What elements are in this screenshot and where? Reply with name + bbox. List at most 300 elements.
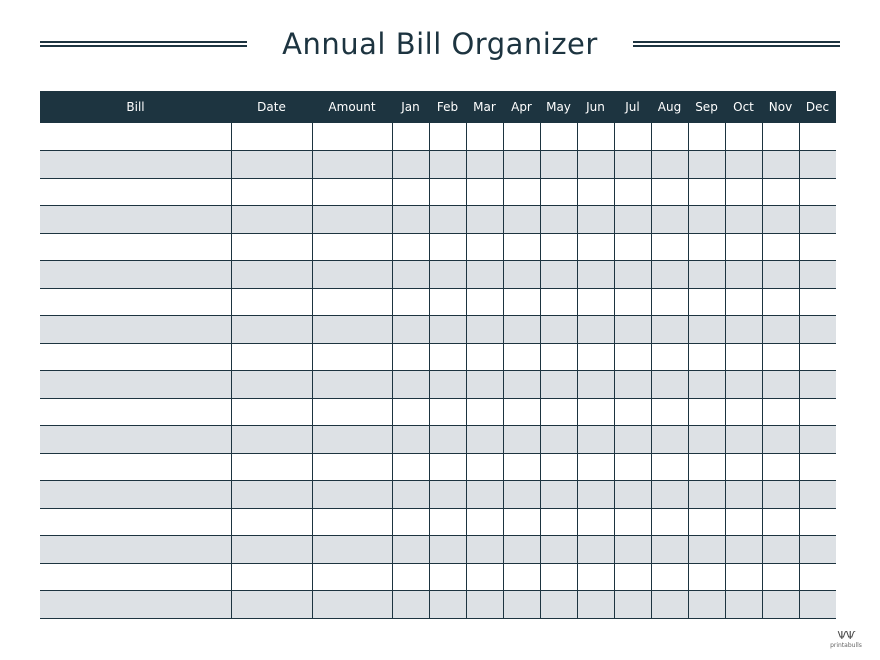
table-cell[interactable] (762, 398, 799, 426)
table-cell[interactable] (392, 178, 429, 206)
table-cell[interactable] (577, 426, 614, 454)
table-cell[interactable] (799, 481, 836, 509)
table-cell[interactable] (762, 123, 799, 151)
table-cell[interactable] (651, 398, 688, 426)
table-cell[interactable] (429, 508, 466, 536)
table-cell[interactable] (503, 151, 540, 179)
table-cell[interactable] (577, 123, 614, 151)
column-header-jan: Jan (392, 91, 429, 123)
table-cell[interactable] (231, 233, 312, 261)
table-cell[interactable] (40, 233, 231, 261)
table-cell[interactable] (614, 398, 651, 426)
column-header-oct: Oct (725, 91, 762, 123)
table-cell[interactable] (762, 563, 799, 591)
table-cell[interactable] (577, 316, 614, 344)
table-cell[interactable] (466, 261, 503, 289)
table-cell[interactable] (40, 426, 231, 454)
table-cell[interactable] (312, 178, 392, 206)
table-cell[interactable] (799, 261, 836, 289)
table-cell[interactable] (577, 233, 614, 261)
table-cell[interactable] (577, 288, 614, 316)
table-cell[interactable] (762, 288, 799, 316)
table-cell[interactable] (466, 426, 503, 454)
table-cell[interactable] (540, 316, 577, 344)
table-cell[interactable] (725, 151, 762, 179)
table-cell[interactable] (688, 151, 725, 179)
table-cell[interactable] (651, 371, 688, 399)
table-cell[interactable] (231, 563, 312, 591)
table-cell[interactable] (688, 288, 725, 316)
table-cell[interactable] (540, 563, 577, 591)
table-row (40, 261, 836, 289)
table-cell[interactable] (651, 563, 688, 591)
table-cell[interactable] (725, 316, 762, 344)
table-cell[interactable] (312, 508, 392, 536)
table-cell[interactable] (392, 233, 429, 261)
table-cell[interactable] (688, 261, 725, 289)
table-cell[interactable] (466, 453, 503, 481)
table-cell[interactable] (466, 563, 503, 591)
table-cell[interactable] (688, 591, 725, 619)
table-cell[interactable] (688, 206, 725, 234)
column-header-date: Date (231, 91, 312, 123)
table-cell[interactable] (429, 591, 466, 619)
table-cell[interactable] (688, 233, 725, 261)
table-cell[interactable] (651, 536, 688, 564)
table-cell[interactable] (231, 178, 312, 206)
table-cell[interactable] (231, 206, 312, 234)
table-cell[interactable] (231, 591, 312, 619)
table-cell[interactable] (503, 508, 540, 536)
table-cell[interactable] (725, 261, 762, 289)
table-cell[interactable] (762, 233, 799, 261)
table-cell[interactable] (429, 343, 466, 371)
table-row (40, 343, 836, 371)
column-header-bill: Bill (40, 91, 231, 123)
table-cell[interactable] (231, 508, 312, 536)
table-cell[interactable] (577, 371, 614, 399)
table-row (40, 508, 836, 536)
table-cell[interactable] (762, 536, 799, 564)
table-cell[interactable] (540, 481, 577, 509)
table-cell[interactable] (392, 343, 429, 371)
table-cell[interactable] (392, 453, 429, 481)
table-cell[interactable] (429, 398, 466, 426)
table-cell[interactable] (799, 536, 836, 564)
table-cell[interactable] (312, 261, 392, 289)
table-row (40, 536, 836, 564)
table-cell[interactable] (577, 508, 614, 536)
table-cell[interactable] (503, 178, 540, 206)
table-cell[interactable] (577, 453, 614, 481)
table-cell[interactable] (799, 343, 836, 371)
table-cell[interactable] (392, 591, 429, 619)
table-cell[interactable] (762, 481, 799, 509)
table-cell[interactable] (688, 508, 725, 536)
table-cell[interactable] (651, 288, 688, 316)
table-cell[interactable] (614, 343, 651, 371)
table-cell[interactable] (577, 481, 614, 509)
table-cell[interactable] (577, 343, 614, 371)
table-cell[interactable] (429, 233, 466, 261)
table-cell[interactable] (540, 591, 577, 619)
table-cell[interactable] (725, 481, 762, 509)
table-cell[interactable] (429, 316, 466, 344)
table-cell[interactable] (651, 206, 688, 234)
table-cell[interactable] (40, 316, 231, 344)
table-cell[interactable] (231, 426, 312, 454)
table-cell[interactable] (392, 508, 429, 536)
table-cell[interactable] (799, 206, 836, 234)
table-cell[interactable] (429, 371, 466, 399)
table-cell[interactable] (503, 233, 540, 261)
table-cell[interactable] (799, 151, 836, 179)
column-header-sep: Sep (688, 91, 725, 123)
table-row (40, 426, 836, 454)
table-cell[interactable] (614, 151, 651, 179)
table-cell[interactable] (40, 453, 231, 481)
table-cell[interactable] (40, 508, 231, 536)
brand-mark-icon: ѰѰ (837, 629, 855, 642)
table-cell[interactable] (651, 261, 688, 289)
table-cell[interactable] (231, 371, 312, 399)
brand-text: printabulls (830, 642, 862, 649)
table-cell[interactable] (312, 233, 392, 261)
table-cell[interactable] (725, 426, 762, 454)
table-cell[interactable] (799, 316, 836, 344)
table-cell[interactable] (312, 453, 392, 481)
table-cell[interactable] (429, 563, 466, 591)
table-cell[interactable] (540, 371, 577, 399)
table-cell[interactable] (688, 178, 725, 206)
table-cell[interactable] (577, 591, 614, 619)
table-cell[interactable] (799, 426, 836, 454)
table-cell[interactable] (312, 591, 392, 619)
table-cell[interactable] (312, 536, 392, 564)
table-cell[interactable] (392, 288, 429, 316)
table-cell[interactable] (725, 123, 762, 151)
table-cell[interactable] (40, 261, 231, 289)
table-cell[interactable] (688, 453, 725, 481)
table-cell[interactable] (540, 343, 577, 371)
table-cell[interactable] (762, 151, 799, 179)
table-cell[interactable] (762, 261, 799, 289)
column-header-may: May (540, 91, 577, 123)
table-cell[interactable] (725, 508, 762, 536)
table-cell[interactable] (651, 233, 688, 261)
table-cell[interactable] (688, 563, 725, 591)
table-cell[interactable] (392, 151, 429, 179)
table-cell[interactable] (429, 536, 466, 564)
table-cell[interactable] (799, 453, 836, 481)
table-cell[interactable] (762, 206, 799, 234)
table-cell[interactable] (503, 316, 540, 344)
column-header-mar: Mar (466, 91, 503, 123)
table-cell[interactable] (392, 261, 429, 289)
table-row (40, 151, 836, 179)
table-cell[interactable] (503, 591, 540, 619)
table-cell[interactable] (466, 233, 503, 261)
table-cell[interactable] (503, 288, 540, 316)
table-cell[interactable] (688, 123, 725, 151)
table-cell[interactable] (688, 343, 725, 371)
table-cell[interactable] (312, 563, 392, 591)
table-cell[interactable] (392, 481, 429, 509)
table-cell[interactable] (614, 591, 651, 619)
table-cell[interactable] (688, 316, 725, 344)
table-cell[interactable] (231, 123, 312, 151)
table-cell[interactable] (392, 123, 429, 151)
table-cell[interactable] (540, 398, 577, 426)
table-cell[interactable] (540, 233, 577, 261)
table-cell[interactable] (799, 591, 836, 619)
table-cell[interactable] (614, 563, 651, 591)
table-cell[interactable] (540, 536, 577, 564)
table-cell[interactable] (577, 261, 614, 289)
table-cell[interactable] (429, 453, 466, 481)
table-cell[interactable] (312, 343, 392, 371)
table-cell[interactable] (40, 123, 231, 151)
table-cell[interactable] (40, 563, 231, 591)
table-cell[interactable] (503, 563, 540, 591)
table-cell[interactable] (651, 123, 688, 151)
table-cell[interactable] (503, 206, 540, 234)
table-cell[interactable] (725, 398, 762, 426)
table-row (40, 563, 836, 591)
table-cell[interactable] (725, 288, 762, 316)
table-cell[interactable] (429, 206, 466, 234)
column-header-jun: Jun (577, 91, 614, 123)
table-cell[interactable] (466, 206, 503, 234)
table-cell[interactable] (231, 151, 312, 179)
table-cell[interactable] (651, 178, 688, 206)
table-cell[interactable] (725, 371, 762, 399)
table-cell[interactable] (762, 343, 799, 371)
table-cell[interactable] (651, 481, 688, 509)
table-cell[interactable] (799, 123, 836, 151)
table-cell[interactable] (429, 481, 466, 509)
table-cell[interactable] (725, 233, 762, 261)
table-cell[interactable] (40, 151, 231, 179)
table-cell[interactable] (312, 316, 392, 344)
table-cell[interactable] (725, 591, 762, 619)
table-cell[interactable] (651, 343, 688, 371)
table-cell[interactable] (540, 178, 577, 206)
table-cell[interactable] (577, 206, 614, 234)
table-cell[interactable] (231, 481, 312, 509)
table-cell[interactable] (231, 453, 312, 481)
table-cell[interactable] (614, 481, 651, 509)
table-cell[interactable] (614, 371, 651, 399)
table-cell[interactable] (614, 233, 651, 261)
table-cell[interactable] (725, 453, 762, 481)
table-cell[interactable] (312, 123, 392, 151)
table-cell[interactable] (725, 343, 762, 371)
column-header-jul: Jul (614, 91, 651, 123)
column-header-apr: Apr (503, 91, 540, 123)
table-cell[interactable] (392, 536, 429, 564)
table-cell[interactable] (429, 288, 466, 316)
table-cell[interactable] (466, 508, 503, 536)
table-cell[interactable] (40, 371, 231, 399)
table-cell[interactable] (503, 261, 540, 289)
table-cell[interactable] (392, 398, 429, 426)
table-cell[interactable] (577, 151, 614, 179)
table-cell[interactable] (429, 123, 466, 151)
table-cell[interactable] (762, 426, 799, 454)
table-cell[interactable] (503, 453, 540, 481)
table-cell[interactable] (392, 563, 429, 591)
table-cell[interactable] (392, 316, 429, 344)
table-cell[interactable] (725, 563, 762, 591)
table-cell[interactable] (577, 178, 614, 206)
table-cell[interactable] (540, 508, 577, 536)
table-cell[interactable] (312, 371, 392, 399)
table-cell[interactable] (466, 123, 503, 151)
column-header-amount: Amount (312, 91, 392, 123)
table-cell[interactable] (651, 453, 688, 481)
table-row (40, 206, 836, 234)
table-cell[interactable] (762, 453, 799, 481)
table-cell[interactable] (577, 536, 614, 564)
table-cell[interactable] (466, 316, 503, 344)
table-cell[interactable] (540, 288, 577, 316)
table-cell[interactable] (312, 398, 392, 426)
table-header-row (40, 91, 836, 123)
table-cell[interactable] (540, 151, 577, 179)
table-cell[interactable] (466, 481, 503, 509)
table-cell[interactable] (40, 178, 231, 206)
table-cell[interactable] (651, 151, 688, 179)
title-row (40, 24, 840, 64)
table-cell[interactable] (651, 591, 688, 619)
table-cell[interactable] (762, 508, 799, 536)
table-cell[interactable] (762, 591, 799, 619)
table-cell[interactable] (540, 453, 577, 481)
table-cell[interactable] (614, 288, 651, 316)
table-cell[interactable] (651, 508, 688, 536)
table-cell[interactable] (503, 481, 540, 509)
column-header-feb: Feb (429, 91, 466, 123)
table-cell[interactable] (688, 481, 725, 509)
table-cell[interactable] (231, 316, 312, 344)
table-cell[interactable] (799, 398, 836, 426)
table-cell[interactable] (725, 206, 762, 234)
table-cell[interactable] (762, 371, 799, 399)
table-cell[interactable] (540, 261, 577, 289)
table-cell[interactable] (651, 426, 688, 454)
table-cell[interactable] (762, 316, 799, 344)
table-cell[interactable] (392, 206, 429, 234)
table-cell[interactable] (429, 151, 466, 179)
table-cell[interactable] (688, 536, 725, 564)
table-cell[interactable] (312, 151, 392, 179)
table-cell[interactable] (614, 178, 651, 206)
table-row (40, 398, 836, 426)
table-cell[interactable] (688, 371, 725, 399)
table-body (40, 123, 836, 618)
table-cell[interactable] (725, 536, 762, 564)
table-cell[interactable] (40, 591, 231, 619)
table-cell[interactable] (312, 288, 392, 316)
table-cell[interactable] (466, 591, 503, 619)
table-cell[interactable] (466, 536, 503, 564)
table-cell[interactable] (540, 123, 577, 151)
table-cell[interactable] (40, 481, 231, 509)
table-cell[interactable] (614, 426, 651, 454)
table-cell[interactable] (651, 316, 688, 344)
table-cell[interactable] (40, 288, 231, 316)
table-cell[interactable] (503, 426, 540, 454)
column-header-nov: Nov (762, 91, 799, 123)
table-cell[interactable] (688, 398, 725, 426)
table-cell[interactable] (40, 206, 231, 234)
table-cell[interactable] (503, 343, 540, 371)
table-row (40, 233, 836, 261)
table-row (40, 371, 836, 399)
table-cell[interactable] (614, 508, 651, 536)
table-cell[interactable] (231, 343, 312, 371)
table-cell[interactable] (799, 508, 836, 536)
table-cell[interactable] (429, 178, 466, 206)
table-cell[interactable] (614, 536, 651, 564)
table-cell[interactable] (614, 316, 651, 344)
table-cell[interactable] (40, 398, 231, 426)
table-cell[interactable] (312, 206, 392, 234)
table-cell[interactable] (503, 398, 540, 426)
table-cell[interactable] (312, 426, 392, 454)
table-cell[interactable] (799, 288, 836, 316)
table-cell[interactable] (231, 288, 312, 316)
table-cell[interactable] (577, 563, 614, 591)
table-cell[interactable] (231, 536, 312, 564)
table-cell[interactable] (503, 371, 540, 399)
table-cell[interactable] (503, 123, 540, 151)
table-cell[interactable] (614, 261, 651, 289)
table-cell[interactable] (725, 178, 762, 206)
table-cell[interactable] (466, 371, 503, 399)
table-cell[interactable] (466, 398, 503, 426)
table-cell[interactable] (614, 453, 651, 481)
table-cell[interactable] (503, 536, 540, 564)
table-cell[interactable] (231, 398, 312, 426)
table-row (40, 288, 836, 316)
table-cell[interactable] (688, 426, 725, 454)
table-cell[interactable] (614, 206, 651, 234)
table-cell[interactable] (392, 371, 429, 399)
table-cell[interactable] (540, 206, 577, 234)
table-cell[interactable] (799, 178, 836, 206)
table-cell[interactable] (40, 536, 231, 564)
table-cell[interactable] (799, 563, 836, 591)
table-cell[interactable] (799, 371, 836, 399)
table-cell[interactable] (312, 481, 392, 509)
table-cell[interactable] (231, 261, 312, 289)
table-cell[interactable] (540, 426, 577, 454)
table-cell[interactable] (429, 426, 466, 454)
table-cell[interactable] (429, 261, 466, 289)
table-cell[interactable] (466, 151, 503, 179)
table-cell[interactable] (466, 343, 503, 371)
table-cell[interactable] (614, 123, 651, 151)
table-cell[interactable] (762, 178, 799, 206)
table-cell[interactable] (392, 426, 429, 454)
table-cell[interactable] (577, 398, 614, 426)
table-cell[interactable] (466, 178, 503, 206)
table-cell[interactable] (799, 233, 836, 261)
table-cell[interactable] (40, 343, 231, 371)
table-cell[interactable] (466, 288, 503, 316)
